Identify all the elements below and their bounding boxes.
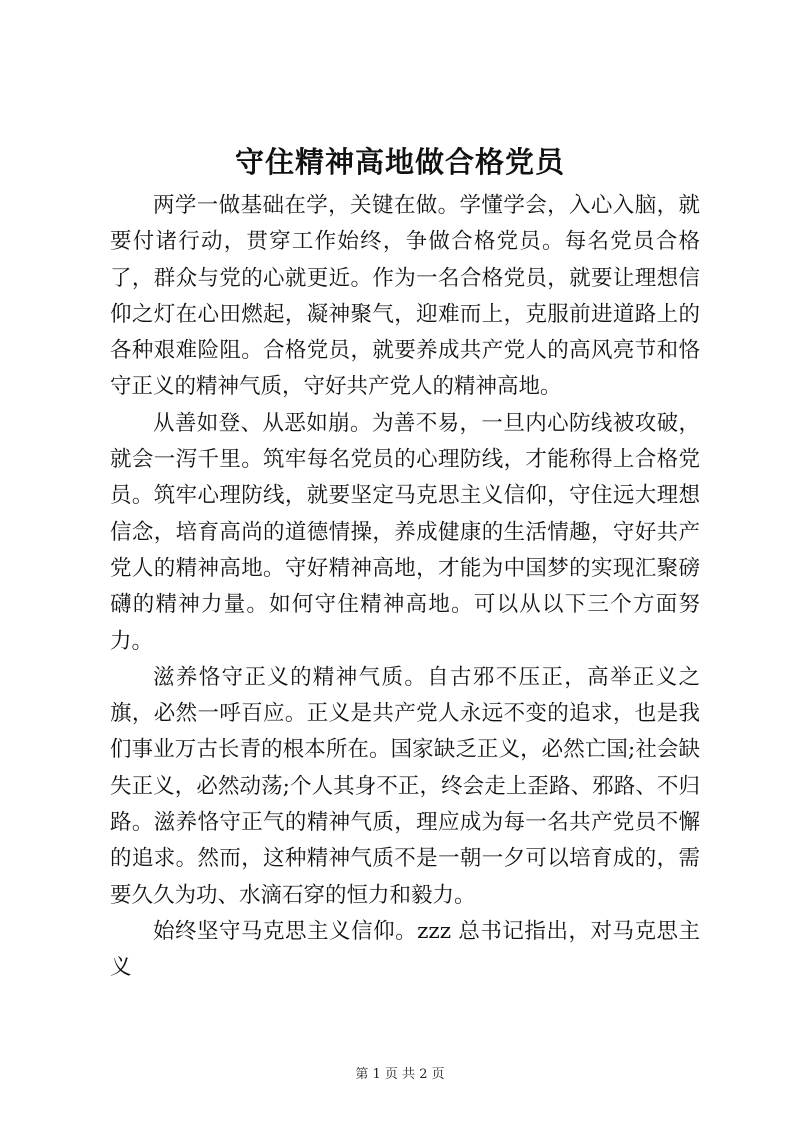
page-number-footer: 第 1 页 共 2 页: [355, 1067, 445, 1082]
paragraph-4: 始终坚守马克思主义信仰。zzz 总书记指出，对马克思主义: [110, 918, 700, 981]
paragraph-3: 滋养恪守正义的精神气质。自古邪不压正，高举正义之旗，必然一呼百应。正义是共产党人永远不变的追求，也是我们事业万古长青的根本所在。国家缺乏正义，必然亡国;社会缺失正义，必然动荡;个人其身不正，终会走上歪路、邪路、不归路。滋养恪守正气的精神气质，理应成为每一名共产党员不懈的追求。然而，这种精神气质不是一朝一夕可以培育成的，需要久久为功、水滴石穿的恒力和毅力。: [110, 664, 700, 908]
paragraph-1: 两学一做基础在学，关键在做。学懂学会，入心入脑，就要付诸行动，贯穿工作始终，争做合格党员。每名党员合格了，群众与党的心就更近。作为一名合格党员，就要让理想信仰之灯在心田燃起，凝神聚气，迎难而上，克服前进道路上的各种艰难险阻。合格党员，就要养成共产党人的高风亮节和恪守正义的精神气质，守好共产党人的精神高地。: [110, 193, 700, 400]
paragraph-2: 从善如登、从恶如崩。为善不易，一旦内心防线被攻破，就会一泻千里。筑牢每名党员的心理防线，才能称得上合格党员。筑牢心理防线，就要坚定马克思主义信仰，守住远大理想信念，培育高尚的道德情操，养成健康的生活情趣，守好共产党人的精神高地。守好精神高地，才能为中国梦的实现汇聚磅礴的精神力量。如何守住精神高地。可以从以下三个方面努力。: [110, 410, 700, 654]
document-body: [110, 188, 700, 987]
document-title: 守住精神高地做合格党员: [234, 145, 565, 179]
